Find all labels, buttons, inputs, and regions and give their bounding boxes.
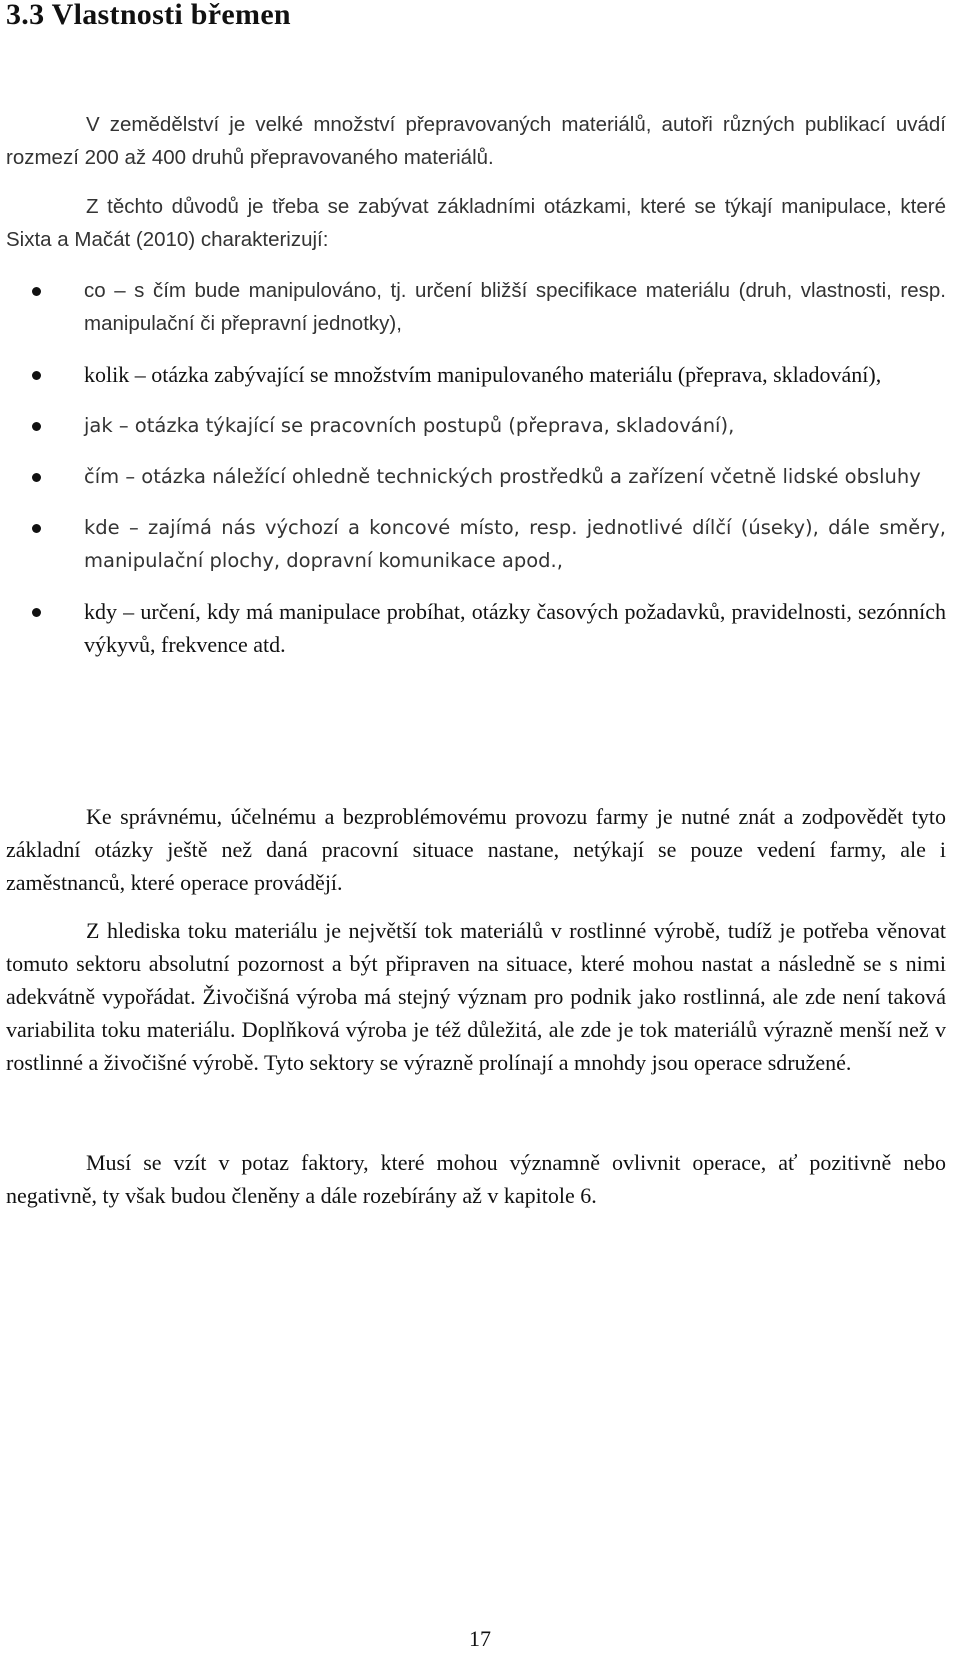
bullet-icon xyxy=(32,287,41,296)
intro-paragraph-1: V zemědělství je velké množství přepravovaných materiálů, autoři různých publikací uvádí rozmezí 200 až 400 druhů přepravovaného materiálů. xyxy=(6,113,946,169)
list-item-text: kdy – určení, kdy má manipulace probíhat, otázky časových požadavků, pravidelnosti, sezónních výkyvů, frekvence atd. xyxy=(84,599,946,657)
list-item xyxy=(0,595,946,661)
list-item-text: čím – otázka náležící ohledně technických prostředků a zařízení včetně lidské obsluhy xyxy=(84,465,921,488)
list-item-text: jak – otázka týkající se pracovních postupů (přeprava, skladování), xyxy=(84,414,735,437)
list-item-text: co – s čím bude manipulováno, tj. určení bližší specifikace materiálu (druh, vlastnosti, resp. manipulační či přepravní jednotky), xyxy=(84,279,946,335)
list-item xyxy=(0,274,946,340)
body-paragraph-4: Z hlediska toku materiálu je největší tok materiálů v rostlinné výrobě, tudíž je potřeba věnovat tomuto sektoru absolutní pozornost a být připraven na situace, které mohou nastat a následně se s nimi adekvátně vypořádat. Živočišná výroba má stejný význam pro podnik jako rostlinná, ale zde není taková variabilita toku materiálu. Doplňková výroba je též důležitá, ale zde je tok materiálů výrazně menší než v rostlinné a živočišné výrobě. Tyto sektory se výrazně prolínají a mnohdy jsou operace sdružené. xyxy=(6,918,946,1075)
body-paragraph-3: Ke správnému, účelnému a bezproblémovému provozu farmy je nutné znát a zodpovědět tyto základní otázky ještě než daná pracovní situace nastane, netýkají se pouze vedení farmy, ale i zaměstnanců, které operace provádějí. xyxy=(6,804,946,895)
page-number: 17 xyxy=(469,1626,491,1651)
list-item xyxy=(0,460,946,493)
bullet-icon xyxy=(32,473,41,482)
section-heading: 3.3 Vlastnosti břemen xyxy=(6,0,291,31)
intro-paragraph-2: Z těchto důvodů je třeba se zabývat základními otázkami, které se týkají manipulace, které Sixta a Mačát (2010) charakterizují: xyxy=(6,195,946,251)
list-item-text: kde – zajímá nás výchozí a koncové místo, resp. jednotlivé dílčí (úseky), dále směry, manipulační plochy, dopravní komunikace apod., xyxy=(84,516,946,572)
list-item xyxy=(0,358,946,391)
bullet-icon xyxy=(32,524,41,533)
bullet-icon xyxy=(32,422,41,431)
question-list xyxy=(0,274,960,661)
list-item xyxy=(0,409,946,442)
list-item-text: kolik – otázka zabývající se množstvím manipulovaného materiálu (přeprava, skladování), xyxy=(84,362,882,387)
body-paragraph-5: Musí se vzít v potaz faktory, které mohou významně ovlivnit operace, ať pozitivně nebo negativně, ty však budou členěny a dále rozebírány až v kapitole 6. xyxy=(6,1150,946,1208)
list-item xyxy=(0,511,946,577)
bullet-icon xyxy=(32,371,41,380)
bullet-icon xyxy=(32,608,41,617)
